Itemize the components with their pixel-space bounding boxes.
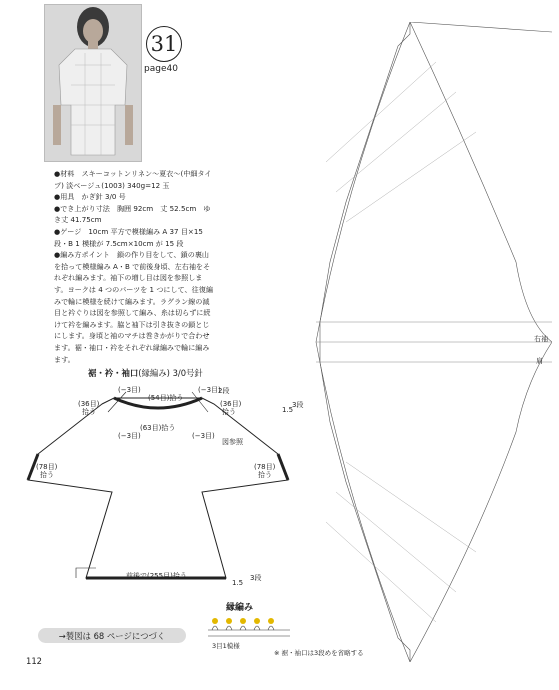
spec-list (54, 168, 214, 365)
chart-label-shoulder: 肩 (536, 357, 543, 365)
diagram-title-main: 裾・衿・袖口 (88, 368, 139, 378)
sleeve-78-right: (78目) (254, 463, 276, 471)
spec-points: ●編み方ポイント 鎖の作り目をして、鎖の裏山を拾って模様編み A・B で前後身頃、左右袖をそれぞれ編みます。袖下の増し目は図を参照します。ヨークは 4 つのパーツを 1 つにして、往復編みで輪に模様を続けて編みます。ラグラン線の減目と衿ぐりは図を参照して編み、糸は切らずに続けて衿を編みます。脇と袖下は引き抜きの鎖とじにします。身頃と袖のマチは巻きかがりで合わせます。裾・袖口・衿をそれぞれ縁編みで輪に編みます。 (54, 250, 213, 364)
page-number: 112 (26, 656, 42, 666)
neck-minus3-lower-left: (−3目) (118, 432, 141, 440)
diagram-title-sub: (縁編み) 3/0号針 (138, 368, 203, 378)
edging-repeat-label: 3目1模様 (212, 642, 240, 650)
spec-tools: ●用具 かぎ針 3/0 号 (54, 192, 126, 202)
neck-minus3-left: (−3目) (118, 386, 141, 394)
chart-label-right-sleeve: 右袖 (534, 335, 548, 343)
width-1-5: 1.5 (282, 406, 294, 414)
page-reference: page40 (144, 64, 178, 74)
neck-minus3-lower-right: (−3目) (192, 432, 215, 440)
sleeve-78-left: (78目) (36, 463, 58, 471)
pattern-number-badge: 31 (146, 26, 182, 62)
spec-size: ●でき上がり寸法 胸囲 92cm 丈 52.5cm ゆき丈 41.75cm (54, 203, 211, 225)
neck-54-pickup: (54目)拾う (148, 394, 184, 402)
shoulder-36-right-sub: 拾う (222, 408, 236, 416)
rows-3: 3段 (292, 401, 304, 409)
see-figure: 図参照 (222, 438, 243, 446)
garment-schematic (16, 372, 306, 602)
spec-materials: ●材料 スキーコットンリネン〜夏衣〜(中細タイプ) 淡ベージュ(1003) 340g=12 玉 (54, 169, 212, 190)
crochet-chart (306, 22, 552, 662)
shoulder-36-left-sub: 拾う (82, 408, 96, 416)
sleeve-78-right-sub: 拾う (258, 471, 272, 479)
shoulder-36-left: (36目) (78, 400, 100, 408)
hem-rows: 3段 (250, 574, 262, 582)
front-63-pickup: (63目)拾う (140, 424, 176, 432)
hem-255-pickup: 前後で(255目)拾う (126, 572, 187, 580)
rows-2: 2段 (218, 387, 230, 395)
edging-title: 縁編み (226, 603, 254, 613)
sleeve-78-left-sub: 拾う (40, 471, 54, 479)
continue-pill: →製図は 68 ページにつづく (38, 628, 186, 643)
shoulder-36-right: (36目) (220, 400, 242, 408)
hem-width: 1.5 (232, 579, 244, 587)
model-photo (44, 4, 142, 162)
neck-minus3-right: (−3目) (198, 386, 221, 394)
spec-gauge: ●ゲージ 10cm 平方で模様編み A 37 目×15 段・B 1 模様が 7.5cm×10cm が 15 段 (54, 226, 203, 248)
edging-note: ※ 裾・袖口は3段めを省略する (274, 649, 364, 657)
